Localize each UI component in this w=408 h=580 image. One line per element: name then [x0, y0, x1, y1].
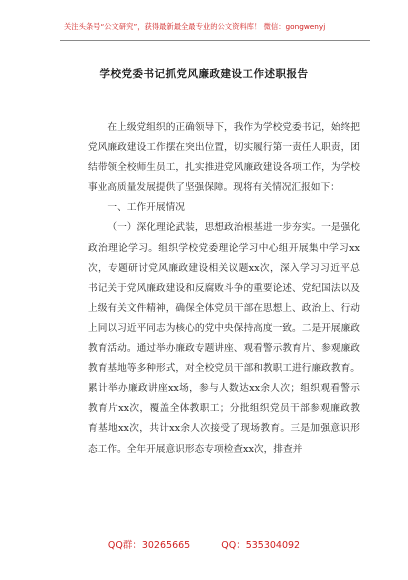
document-title: 学校党委书记抓党风廉政建设工作述职报告 [99, 68, 309, 80]
header-banner: 关注头条号“公文研究”，获得最新最全最专业的公文资料库！ 微信：gongwenyj [64, 22, 326, 31]
document-body [88, 118, 360, 460]
footer-qq: QQ：535304092 [221, 540, 301, 551]
footer-contact [0, 537, 408, 551]
footer-qq-group: QQ群：30265665 [107, 540, 191, 551]
header-divider [60, 40, 370, 41]
intro-paragraph: 在上级党组织的正确领导下，我作为学校党委书记，始终把党风廉政建设工作摆在突出位置，切实履行第一责任人职责，团结带领全校师生员工，扎实推进党风廉政建设各项工作，为学校事业高质量发展提供了坚强保障。现将有关情况汇报如下： [88, 122, 360, 194]
body-paragraph: （一）深化理论武装，思想政治根基进一步夯实。一是强化政治理论学习。组织学校党委理论学习中心组开展集中学习xx次，专题研讨党风廉政建设相关议题xx次，深入学习习近平总书记关于党风廉政建设和反腐败斗争的重要论述、党纪国法以及上级有关文件精神，确保全体党员干部在思想上、政治上、行动上同以习近平同志为核心的党中央保持高度一致。二是开展廉政教育活动。通过举办廉政专题讲座、观看警示教育片、参观廉政教育基地等多种形式，对全校党员干部和教职工进行廉政教育。累计举办廉政讲座xx场，参与人数达xx余人次；组织观看警示教育片xx次，覆盖全体教职工；分批组织党员干部参观廉政教育基地xx次，共计xx余人次接受了现场教育。三是加强意识形态工作。全年开展意识形态专项检查xx次，排查并 [88, 222, 360, 455]
section-heading: 一、工作开展情况 [107, 202, 185, 214]
